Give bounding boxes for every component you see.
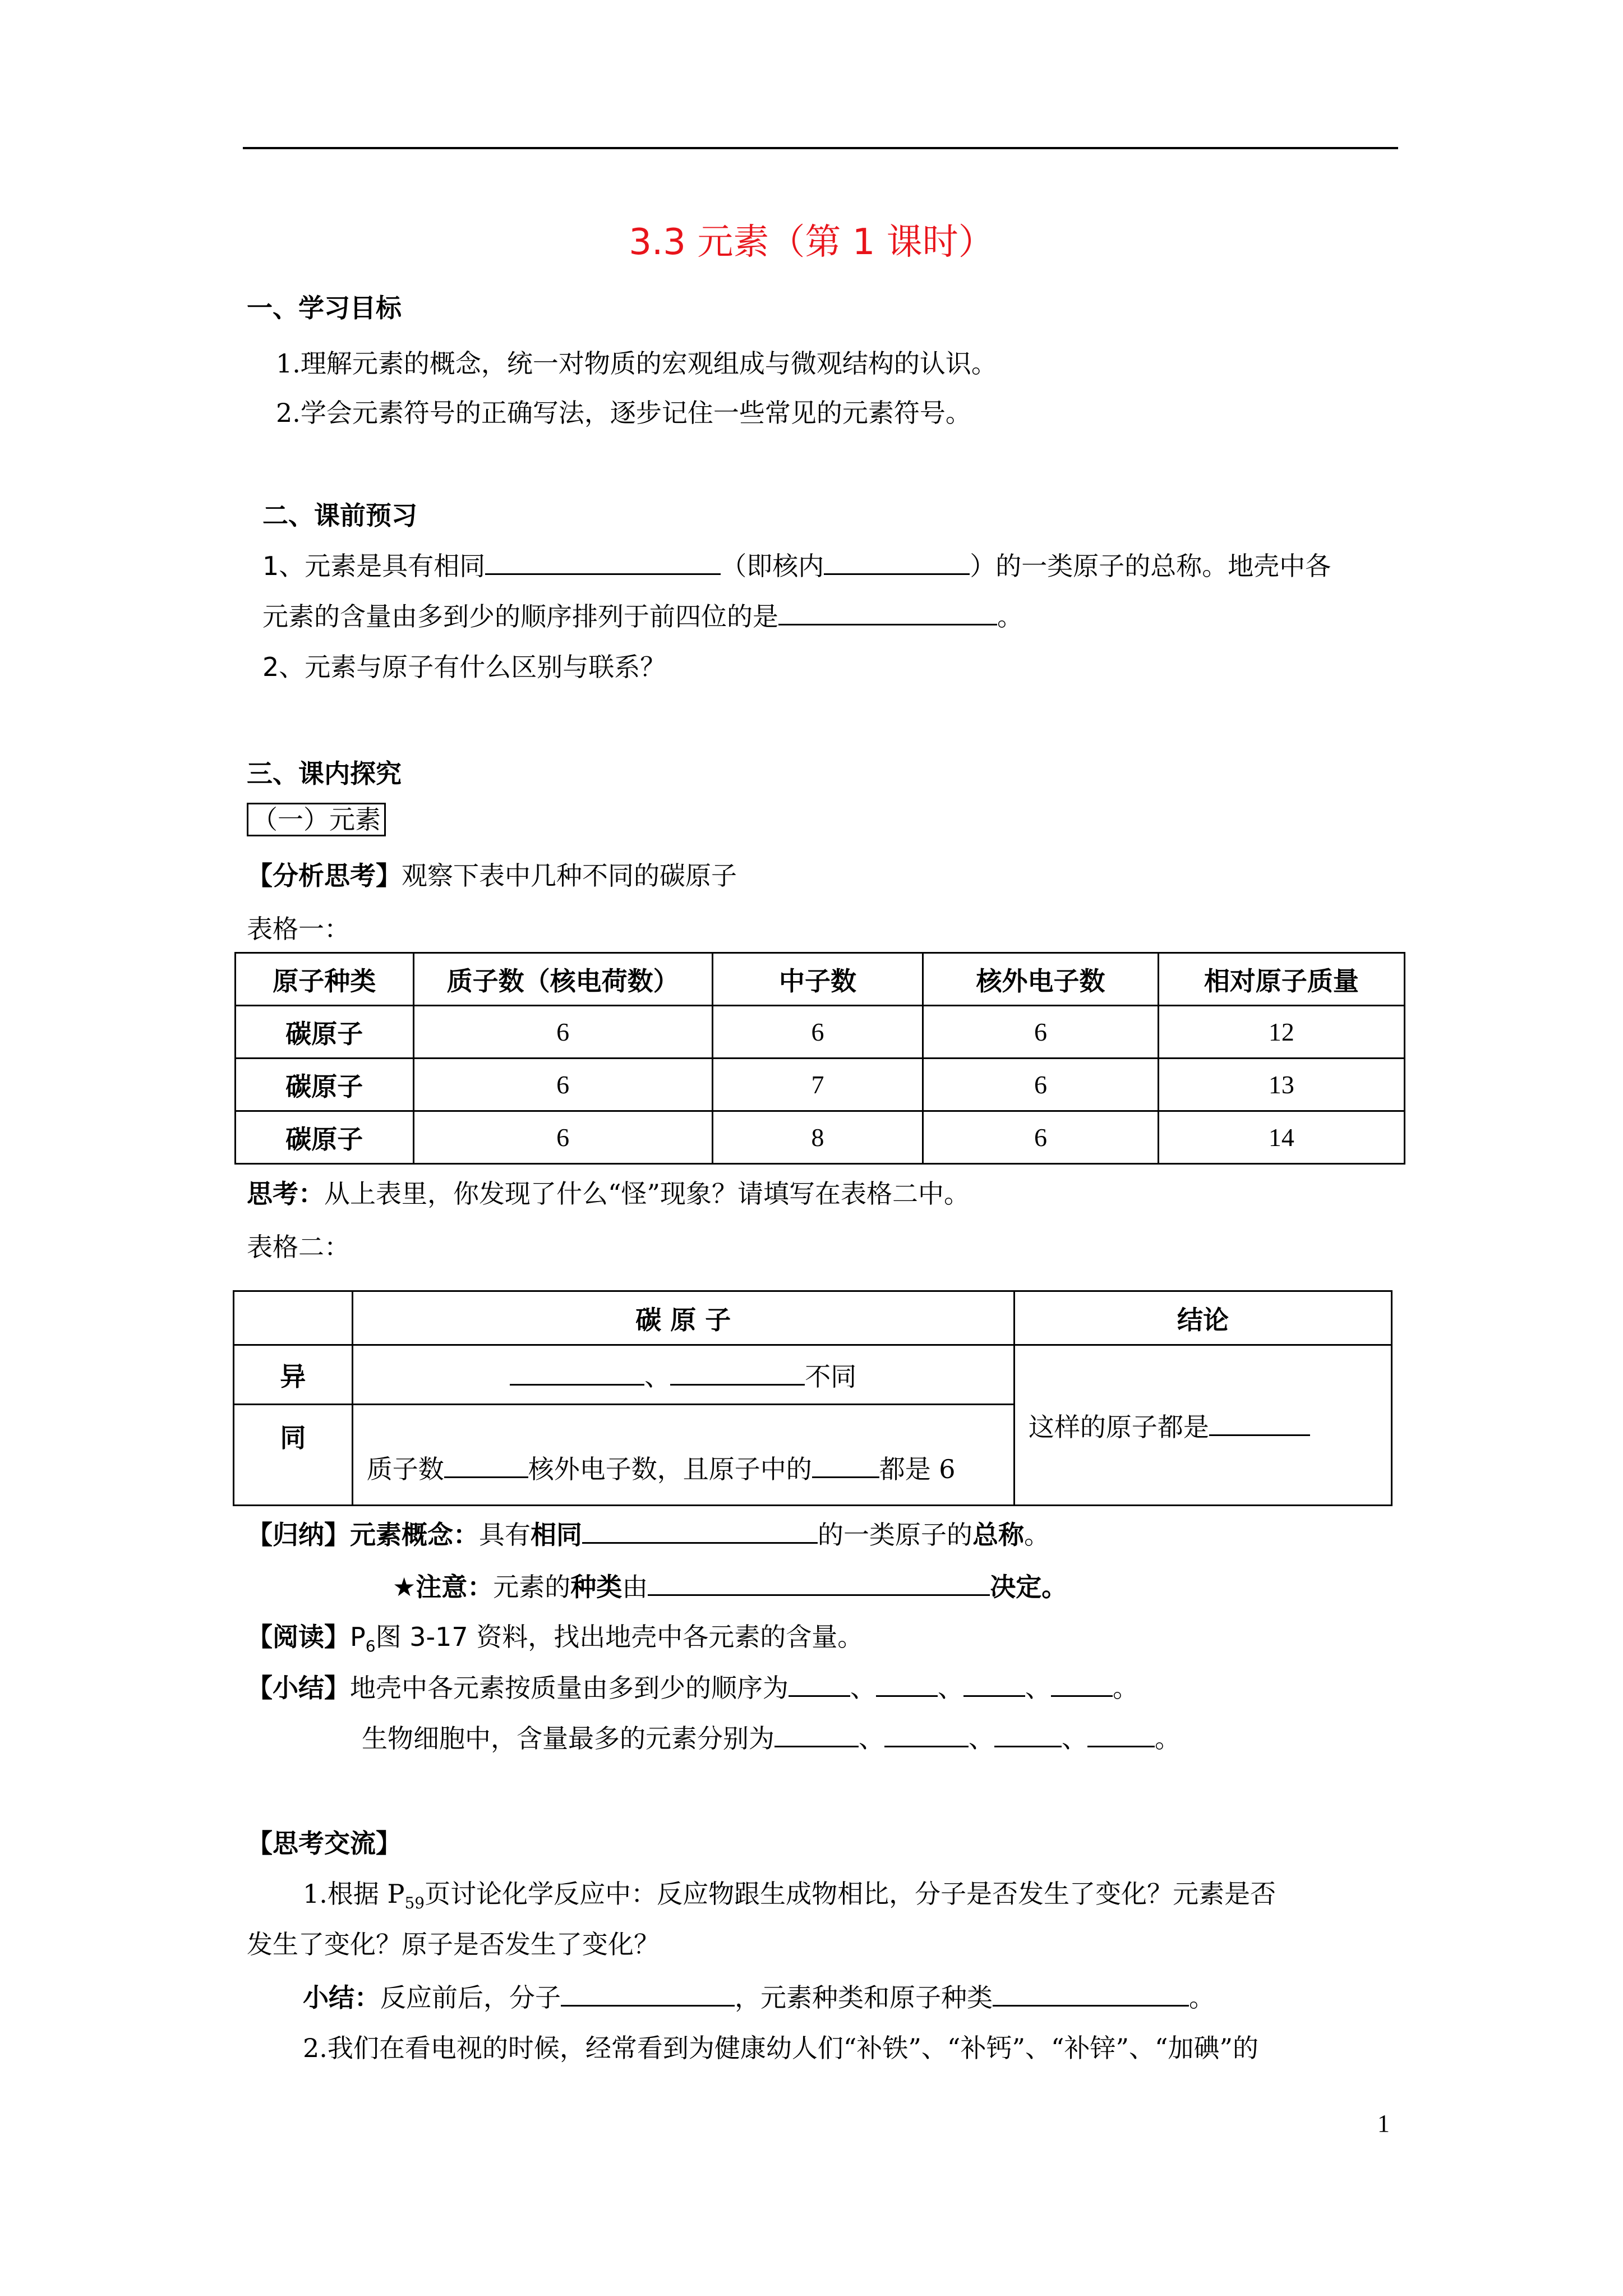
section4-heading: 【思考交流】: [247, 1828, 402, 1858]
page-number: 1: [1377, 2110, 1390, 2137]
discussion-summary: 小结：反应前后，分子 ，元素种类和原子种类 。: [303, 1982, 1215, 2013]
blank[interactable]: [812, 1455, 879, 1478]
preview-q2: 2、元素与原子有什么区别与联系？: [262, 652, 666, 682]
table-row: 碳原子 6 6 6 12: [236, 1006, 1405, 1059]
comparison-table: [233, 1290, 1393, 1506]
table-header: 中子数: [712, 953, 923, 1006]
blank[interactable]: [1087, 1724, 1155, 1747]
blank[interactable]: [510, 1363, 644, 1386]
summary-line: 【归纳】元素概念：具有相同 的一类原子的总称。: [247, 1520, 1050, 1550]
objective-1: 1.理解元素的概念，统一对物质的宏观组成与微观结构的认识。: [276, 348, 997, 379]
preview-q1: 1、元素是具有相同 （即核内 ）的一类原子的总称。地壳中各: [262, 551, 1331, 581]
blank[interactable]: [444, 1455, 528, 1478]
blank[interactable]: [778, 602, 997, 625]
blank[interactable]: [1209, 1413, 1310, 1436]
discussion-q1-line2: 发生了变化？原子是否发生了变化？: [247, 1929, 660, 1959]
table-header: 质子数（核电荷数）: [413, 953, 712, 1006]
sub-heading: （一）元素: [247, 802, 386, 837]
conclusion-cell: 这样的原子都是: [1014, 1345, 1391, 1506]
table-row: 同 质子数 核外电子数，且原子中的 都是 6: [234, 1405, 1392, 1506]
blank[interactable]: [963, 1674, 1025, 1697]
read-line: 【阅读】$P_6$图 3-17 资料，找出地壳中各元素的含量。: [247, 1622, 864, 1656]
note-line: ★注意：元素的种类由 决定。: [393, 1572, 1068, 1602]
section3-heading: 三、课内探究: [247, 758, 402, 789]
difference-cell: 、 不同: [352, 1345, 1014, 1405]
xj-line2: 生物细胞中，含量最多的元素分别为 、 、 、 。: [362, 1723, 1181, 1754]
blank[interactable]: [670, 1363, 805, 1386]
xj-line1: 【小结】地壳中各元素按质量由多到少的顺序为 、 、 、 。: [247, 1673, 1138, 1703]
carbon-atom-table: [234, 952, 1405, 1165]
table-header: 核外电子数: [923, 953, 1158, 1006]
analysis-line: 【分析思考】观察下表中几种不同的碳原子: [247, 861, 737, 891]
blank[interactable]: [648, 1573, 990, 1596]
blank[interactable]: [561, 1984, 735, 2007]
table2-caption: 表格二：: [247, 1232, 350, 1262]
discussion-q1: 1.根据 $P_{59}$页讨论化学反应中：反应物跟生成物相比，分子是否发生了变化？元素是否: [303, 1879, 1276, 1913]
table-header: 相对原子质量: [1158, 953, 1404, 1006]
table1-caption: 表格一：: [247, 914, 350, 944]
blank[interactable]: [485, 552, 721, 575]
blank[interactable]: [1051, 1674, 1113, 1697]
blank[interactable]: [824, 552, 970, 575]
blank[interactable]: [993, 1984, 1189, 2007]
table-header: 结论: [1014, 1291, 1391, 1345]
objective-2: 2.学会元素符号的正确写法，逐步记住一些常见的元素符号。: [276, 398, 971, 428]
table-row: 碳原子 6 8 6 14: [236, 1111, 1405, 1164]
preview-q1-line2: 元素的含量由多到少的顺序排列于前四位的是 。: [262, 601, 1023, 632]
discussion-q2: 2.我们在看电视的时候，经常看到为健康幼人们“补铁”、“补钙”、“补锌”、“加碘”的: [303, 2033, 1259, 2063]
blank[interactable]: [884, 1724, 969, 1747]
blank[interactable]: [774, 1724, 859, 1747]
same-cell: 质子数 核外电子数，且原子中的 都是 6: [352, 1405, 1014, 1506]
table-header: 碳 原 子: [352, 1291, 1014, 1345]
blank[interactable]: [789, 1674, 850, 1697]
header-rule: [243, 147, 1398, 149]
blank[interactable]: [582, 1521, 818, 1544]
table-header: 原子种类: [236, 953, 414, 1006]
think-line: 思考：从上表里，你发现了什么“怪”现象？请填写在表格二中。: [247, 1179, 970, 1209]
table-row: 碳原子 6 7 6 13: [236, 1059, 1405, 1111]
table-row: 异 、 不同 这样的原子都是: [234, 1345, 1392, 1405]
blank[interactable]: [876, 1674, 938, 1697]
section1-heading: 一、学习目标: [247, 293, 402, 323]
blank[interactable]: [994, 1724, 1062, 1747]
section2-heading: 二、课前预习: [262, 500, 417, 531]
page-title: 3.3 元素（第 1 课时）: [629, 222, 994, 263]
